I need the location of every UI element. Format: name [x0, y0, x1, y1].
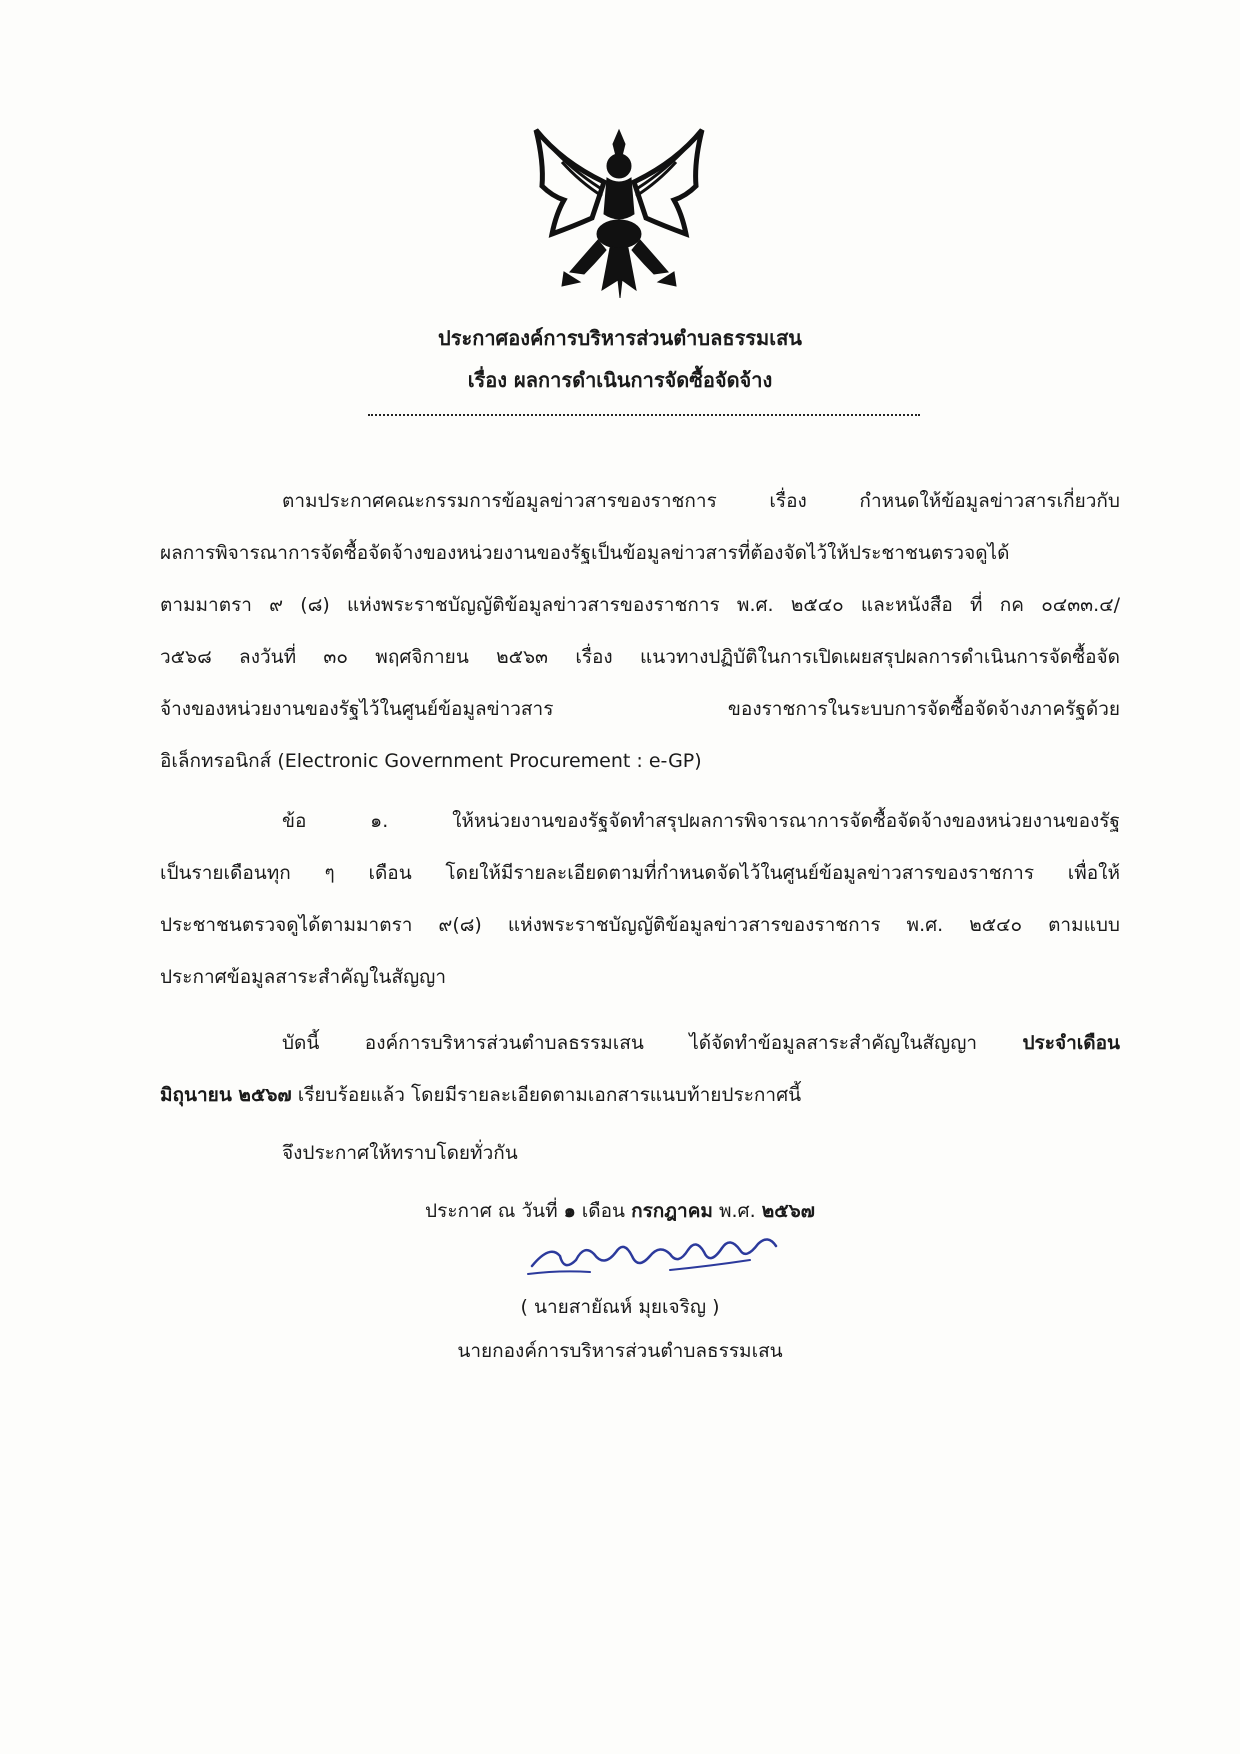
paragraph-2-line-1: ข้อ ๑. ให้หน่วยงานของรัฐจัดทำสรุปผลการพิจารณาการจัดซื้อจัดจ้างของหน่วยงานของรัฐ	[282, 810, 1120, 832]
paragraph-3-text: บัดนี้ องค์การบริหารส่วนตำบลธรรมเสน ได้จัดทำข้อมูลสาระสำคัญในสัญญา	[282, 1032, 1023, 1054]
paragraph-1-line-5: จ้างของหน่วยงานของรัฐไว้ในศูนย์ข้อมูลข่าวสาร ของราชการในระบบการจัดซื้อจัดจ้างภาครัฐด้วย	[160, 698, 1120, 720]
paragraph-3-bold-period: ประจำเดือน	[1022, 1032, 1120, 1054]
paragraph-1-line-6: อิเล็กทรอนิกส์ (Electronic Government Procurement : e-GP)	[160, 750, 702, 772]
signatory-position: นายกองค์การบริหารส่วนตำบลธรรมเสน	[457, 1340, 783, 1362]
date-prefix: ประกาศ ณ วันที่	[425, 1200, 564, 1222]
dotted-divider	[368, 414, 920, 416]
paragraph-1-line-3: ตามมาตรา ๙ (๘) แห่งพระราชบัญญัติข้อมูลข่าวสารของราชการ พ.ศ. ๒๕๔๐ และหนังสือ ที่ กค ๐๔๓๓.๔/	[160, 594, 1120, 616]
paragraph-3-bold-month: มิถุนายน ๒๕๖๗	[160, 1084, 292, 1106]
signatory-name: ( นายสายัณห์ มุยเจริญ )	[520, 1296, 720, 1318]
paragraph-1-line-2: ผลการพิจารณาการจัดซื้อจัดจ้างของหน่วยงานของรัฐเป็นข้อมูลข่าวสารที่ต้องจัดไว้ให้ประชาชนตรวจดูได้	[160, 542, 1010, 564]
date-year: ๒๕๖๗	[761, 1200, 815, 1222]
paragraph-2-line-4: ประกาศข้อมูลสาระสำคัญในสัญญา	[160, 966, 447, 988]
paragraph-2-line-2: เป็นรายเดือนทุก ๆ เดือน โดยให้มีรายละเอียดตามที่กำหนดจัดไว้ในศูนย์ข้อมูลข่าวสารของราชการ เพื่อให้	[160, 862, 1120, 884]
paragraph-1-line-1: ตามประกาศคณะกรรมการข้อมูลข่าวสารของราชการ เรื่อง กำหนดให้ข้อมูลข่าวสารเกี่ยวกับ	[282, 490, 1120, 512]
garuda-emblem-icon	[522, 122, 716, 300]
paragraph-3-line-2	[160, 1080, 1120, 1110]
announcement-title: ประกาศองค์การบริหารส่วนตำบลธรรมเสน	[438, 326, 802, 350]
paragraph-3-text-cont: เรียบร้อยแล้ว โดยมีรายละเอียดตามเอกสารแนบท้ายประกาศนี้	[291, 1084, 802, 1106]
announcement-date	[0, 1196, 1240, 1226]
paragraph-2-line-3: ประชาชนตรวจดูได้ตามมาตรา ๙(๘) แห่งพระราชบัญญัติข้อมูลข่าวสารของราชการ พ.ศ. ๒๕๔๐ ตามแบบ	[160, 914, 1120, 936]
date-month: กรกฎาคม	[631, 1200, 713, 1222]
date-day: ๑	[563, 1200, 576, 1222]
date-year-prefix: พ.ศ.	[712, 1200, 762, 1222]
date-month-label: เดือน	[575, 1200, 632, 1222]
announcement-subject: เรื่อง ผลการดำเนินการจัดซื้อจัดจ้าง	[467, 368, 773, 392]
paragraph-4: จึงประกาศให้ทราบโดยทั่วกัน	[282, 1142, 518, 1164]
paragraph-3-line-1	[282, 1028, 1120, 1058]
paragraph-1-line-4: ว๕๖๘ ลงวันที่ ๓๐ พฤศจิกายน ๒๕๖๓ เรื่อง แนวทางปฏิบัติในการเปิดเผยสรุปผลการดำเนินการจัดซื้อจัด	[160, 646, 1120, 668]
handwritten-signature	[520, 1226, 800, 1286]
